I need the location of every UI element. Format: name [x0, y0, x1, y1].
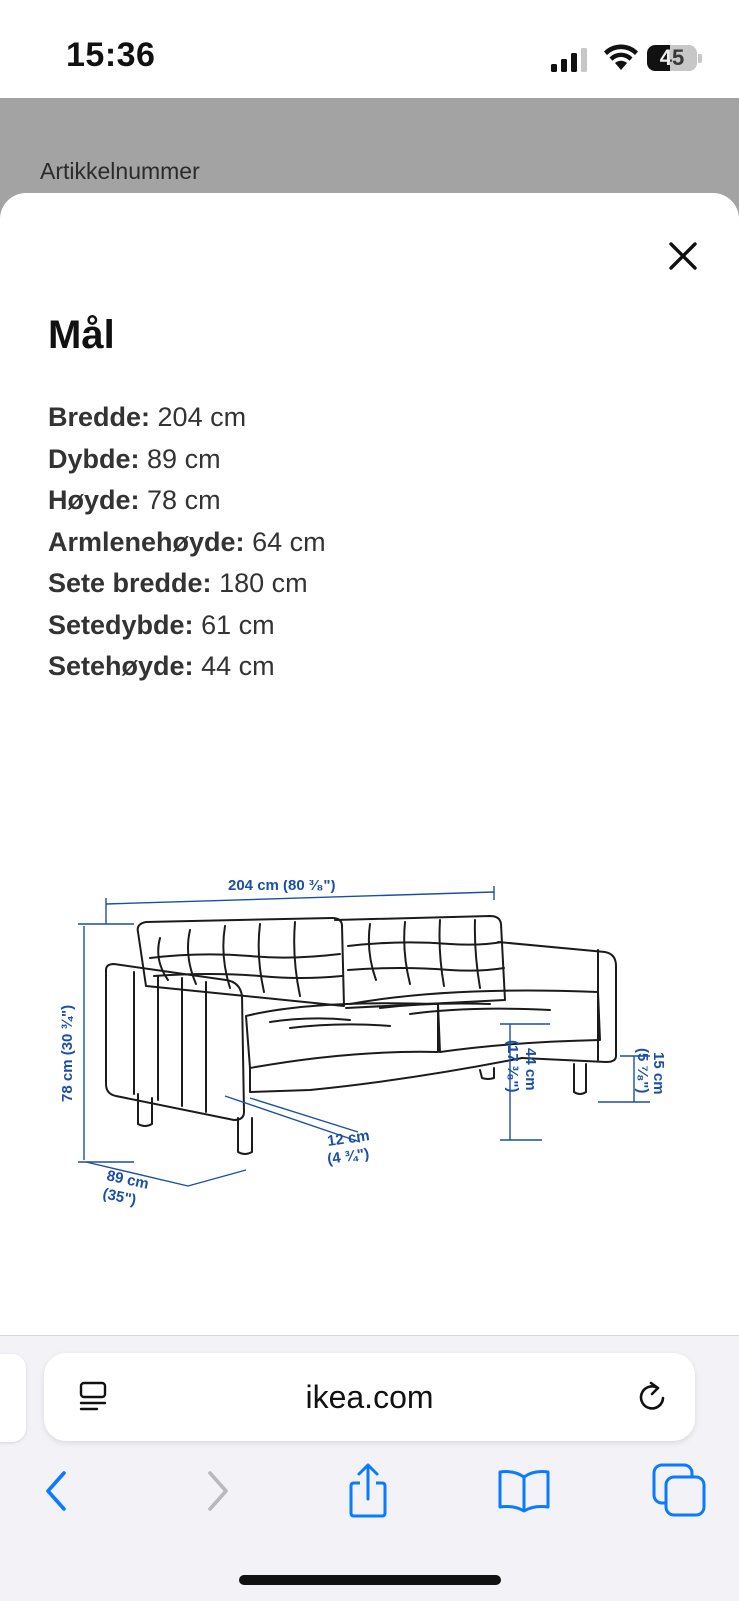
- address-bar[interactable]: [44, 1353, 695, 1441]
- depth-in-label: (35"): [101, 1185, 138, 1209]
- dimension-seat-height: Setehøyde: 44 cm: [48, 651, 275, 681]
- dimension-depth: Dybde: 89 cm: [48, 443, 221, 474]
- sofa-dimension-diagram: [50, 880, 690, 1240]
- page-menu-icon[interactable]: [76, 1379, 110, 1415]
- battery-level: 45: [659, 45, 685, 70]
- dimension-seat-width: Sete bredde: 180 cm: [48, 568, 308, 598]
- close-icon[interactable]: [656, 229, 710, 283]
- leg-offset-cm-label: 12 cm: [326, 1127, 371, 1150]
- leg-height-in-label: (5 ⁷⁄₈"): [634, 1048, 651, 1094]
- sofa-drawing: [106, 916, 616, 1154]
- seat-height-in-label: (17 ³⁄₈"): [504, 1040, 521, 1093]
- battery-icon: [647, 45, 703, 73]
- dimension-height: Høyde: 78 cm: [48, 485, 221, 515]
- width-label: 204 cm (80 ³⁄₈"): [228, 880, 336, 894]
- dimension-seat-depth: Setedybde: 61 cm: [48, 609, 275, 640]
- previous-tab-preview[interactable]: [0, 1354, 26, 1442]
- tabs-icon[interactable]: [650, 1461, 710, 1521]
- article-number-label: Artikkelnummer: [40, 158, 200, 184]
- back-icon[interactable]: [28, 1461, 88, 1521]
- cellular-signal-icon: [551, 48, 589, 72]
- status-bar: [0, 0, 739, 98]
- bookmarks-icon[interactable]: [494, 1461, 554, 1521]
- status-time: 15:36: [66, 36, 156, 74]
- leg-height-cm-label: 15 cm: [650, 1052, 667, 1095]
- url-text[interactable]: ikea.com: [305, 1379, 434, 1415]
- browser-toolbar: [0, 1461, 739, 1541]
- dimensions-list: [48, 397, 326, 688]
- dimension-labels: [59, 880, 667, 1209]
- dimension-armrest-height: Armlenehøyde: 64 cm: [48, 526, 326, 557]
- seat-height-cm-label: 44 cm: [522, 1048, 539, 1091]
- browser-bottom-bar: [0, 1335, 739, 1601]
- leg-offset-in-label: (4 ¾"): [326, 1145, 371, 1168]
- height-label: 78 cm (30 ¾"): [59, 1004, 76, 1102]
- sheet-title: Mål: [48, 313, 115, 357]
- dimension-width: Bredde: 204 cm: [48, 402, 247, 432]
- wifi-icon: [603, 44, 639, 72]
- share-icon[interactable]: [338, 1461, 398, 1521]
- home-indicator: [239, 1575, 501, 1585]
- depth-cm-label: 89 cm: [105, 1167, 151, 1193]
- reload-icon[interactable]: [634, 1379, 670, 1415]
- forward-icon[interactable]: [186, 1461, 246, 1521]
